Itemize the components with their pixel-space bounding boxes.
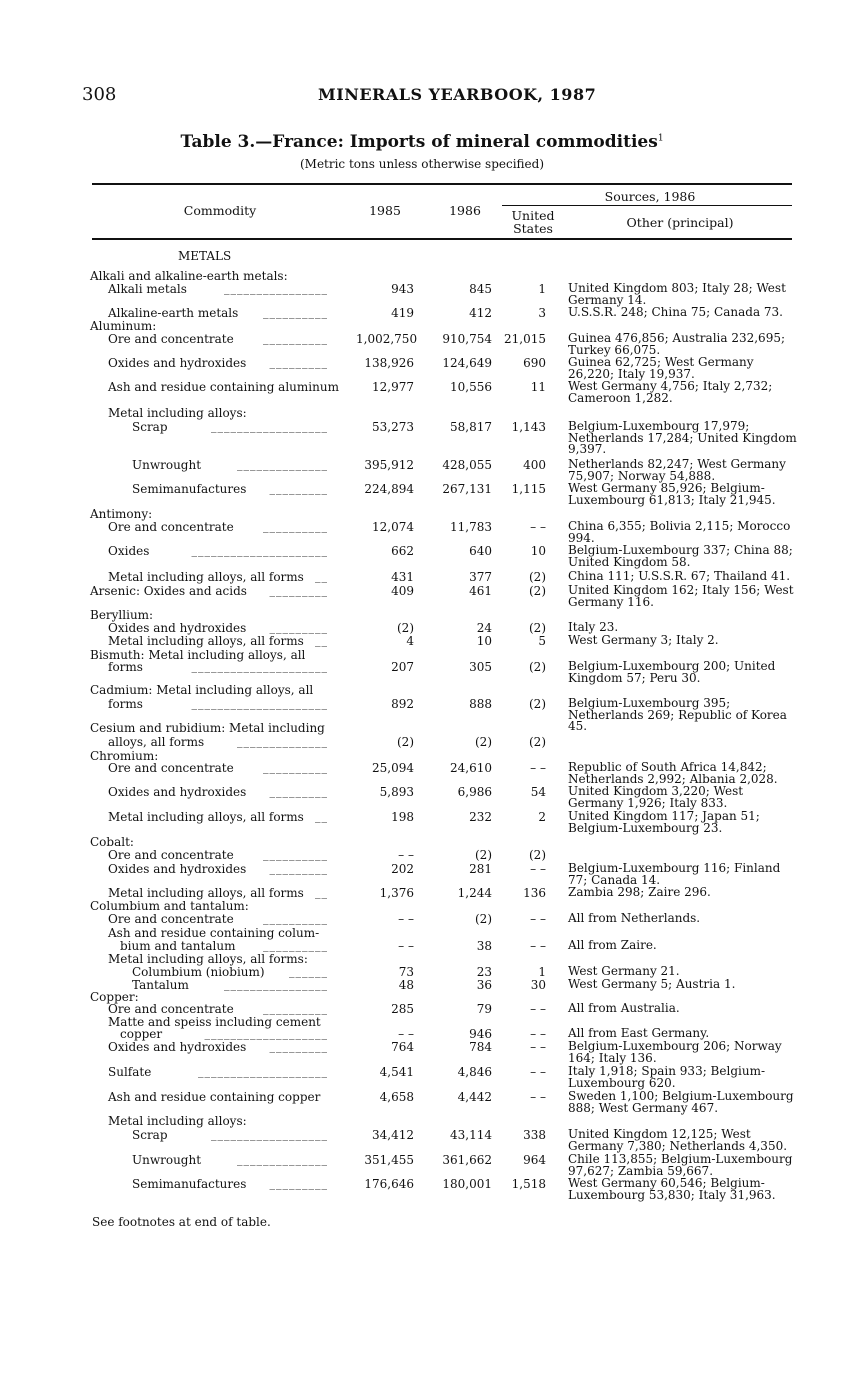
- cell-1986: (2): [475, 848, 492, 862]
- cell-other-sources: Belgium-Luxembourg 337; China 88; United Kingdom 58.: [568, 543, 793, 569]
- cell-other-sources: West Germany 21.: [568, 964, 680, 978]
- cell-other-sources: Belgium-Luxembourg 206; Norway 164; Italy 136.: [568, 1039, 782, 1065]
- dot-leader: __________: [263, 761, 328, 774]
- cell-1985: 395,912: [364, 458, 414, 472]
- cell-1985: 943: [391, 282, 414, 296]
- cell-united-states: 338: [523, 1128, 546, 1142]
- cell-united-states: 5: [538, 634, 546, 648]
- cell-1986: 267,131: [442, 482, 492, 496]
- cell-united-states: (2): [529, 584, 546, 598]
- row-label: Oxides: [108, 544, 150, 558]
- cell-1986: (2): [475, 912, 492, 926]
- row-label: Columbium (niobium): [132, 965, 265, 979]
- cell-other-sources: All from Zaire.: [568, 938, 657, 952]
- cell-other-sources: West Germany 3; Italy 2.: [568, 633, 719, 647]
- dot-leader: __________: [263, 912, 328, 925]
- cell-united-states: (2): [529, 848, 546, 862]
- row-label: Alkaline-earth metals: [108, 306, 239, 320]
- header-us-line1: United: [511, 208, 555, 223]
- cell-1986: 36: [476, 978, 492, 992]
- cell-1985: 1,376: [379, 886, 414, 900]
- cell-1985: 764: [391, 1040, 414, 1054]
- dot-leader: __________: [263, 520, 328, 533]
- dot-leader: _________: [269, 862, 328, 875]
- cell-1985: 4,541: [379, 1065, 414, 1079]
- dot-leader: __________: [263, 939, 328, 952]
- row-label: Sulfate: [108, 1065, 152, 1079]
- dot-leader: _________: [269, 482, 328, 495]
- header-other-principal: Other (principal): [626, 215, 734, 230]
- cell-1986: 845: [469, 282, 492, 296]
- row-label: Alkali metals: [108, 282, 187, 296]
- cell-1986: 38: [476, 939, 492, 953]
- cell-1985: 207: [391, 660, 414, 674]
- cell-other-sources: Guinea 476,856; Australia 232,695; Turkey 66,075.: [568, 331, 786, 357]
- cell-united-states: – –: [530, 1090, 546, 1104]
- row-label: copper: [120, 1027, 163, 1041]
- cell-1985: 5,893: [379, 785, 414, 799]
- row-label: Matte and speiss including cement: [108, 1015, 321, 1029]
- row-label: Metal including alloys, all forms: [108, 886, 304, 900]
- dot-leader: _____________________: [191, 544, 328, 557]
- cell-other-sources: Italy 1,918; Spain 933; Belgium-Luxembourg 620.: [568, 1064, 765, 1090]
- cell-united-states: 400: [523, 458, 546, 472]
- row-label: Scrap: [132, 1128, 168, 1142]
- cell-1986: 4,846: [457, 1065, 492, 1079]
- cell-other-sources: Republic of South Africa 14,842; Netherlands 2,992; Albania 2,028.: [568, 760, 778, 786]
- cell-other-sources: China 6,355; Bolivia 2,115; Morocco 994.: [568, 519, 791, 545]
- dot-leader: ______________: [237, 1153, 328, 1166]
- row-label: Oxides and hydroxides: [108, 785, 247, 799]
- row-label: Metal including alloys, all forms:: [108, 952, 308, 966]
- row-label: Bismuth: Metal including alloys, all: [90, 648, 306, 662]
- row-label: Metal including alloys:: [108, 1114, 247, 1128]
- cell-1986: 361,662: [442, 1153, 492, 1167]
- dot-leader: __________: [263, 848, 328, 861]
- cell-united-states: 10: [530, 544, 546, 558]
- cell-1985: 12,074: [372, 520, 414, 534]
- cell-united-states: 964: [523, 1153, 546, 1167]
- dot-leader: _________: [269, 1040, 328, 1053]
- cell-united-states: 2: [538, 810, 546, 824]
- cell-1986: 79: [476, 1002, 492, 1016]
- dot-leader: __________________: [211, 1128, 328, 1141]
- table-title: [0, 132, 844, 152]
- row-label: Oxides and hydroxides: [108, 621, 247, 635]
- dot-leader: __________________: [211, 420, 328, 433]
- row-label: Ore and concentrate: [108, 848, 234, 862]
- cell-1985: 53,273: [372, 420, 414, 434]
- dot-leader: _____________________: [191, 697, 328, 710]
- row-label: Antimony:: [90, 507, 153, 521]
- cell-1986: 461: [469, 584, 492, 598]
- cell-other-sources: Belgium-Luxembourg 17,979; Netherlands 17,284; United Kingdom 9,397.: [568, 419, 797, 456]
- cell-1985: – –: [398, 1027, 414, 1041]
- cell-1985: 419: [391, 306, 414, 320]
- table-title-text: Table 3.—France: Imports of mineral commodities: [180, 132, 658, 152]
- cell-1985: 4,658: [379, 1090, 414, 1104]
- dot-leader: __: [315, 886, 328, 899]
- row-label: Chromium:: [90, 749, 159, 763]
- row-label: Ash and residue containing colum-: [108, 926, 320, 940]
- cell-other-sources: West Germany 60,546; Belgium-Luxembourg 53,830; Italy 31,963.: [568, 1176, 776, 1202]
- dot-leader: ______: [289, 965, 328, 978]
- row-label: Ore and concentrate: [108, 761, 234, 775]
- cell-1985: 1,002,750: [356, 332, 418, 346]
- row-label: Columbium and tantalum:: [90, 899, 249, 913]
- row-label: Alkali and alkaline-earth metals:: [90, 269, 288, 283]
- header-1985: 1985: [369, 203, 401, 218]
- cell-other-sources: Zambia 298; Zaire 296.: [568, 885, 711, 899]
- cell-1985: 198: [391, 810, 414, 824]
- row-label: Cobalt:: [90, 835, 134, 849]
- row-label: Ore and concentrate: [108, 1002, 234, 1016]
- cell-1986: 24: [476, 621, 492, 635]
- running-head: MINERALS YEARBOOK, 1987: [318, 85, 597, 104]
- cell-united-states: (2): [529, 697, 546, 711]
- cell-united-states: (2): [529, 660, 546, 674]
- cell-united-states: 136: [523, 886, 546, 900]
- row-label: Arsenic: Oxides and acids: [90, 584, 247, 598]
- cell-1986: 11,783: [450, 520, 492, 534]
- cell-1985: – –: [398, 848, 414, 862]
- cell-united-states: 1,115: [511, 482, 546, 496]
- header-sources: Sources, 1986: [604, 189, 696, 204]
- row-label: forms: [108, 660, 143, 674]
- cell-united-states: – –: [530, 761, 546, 775]
- row-label: Semimanufactures: [132, 1177, 247, 1191]
- row-label: Ash and residue containing aluminum: [108, 380, 339, 394]
- cell-1986: (2): [475, 735, 492, 749]
- dot-leader: __________: [263, 332, 328, 345]
- cell-other-sources: All from Australia.: [568, 1001, 680, 1015]
- cell-1985: 34,412: [372, 1128, 414, 1142]
- cell-1986: 412: [469, 306, 492, 320]
- cell-other-sources: Sweden 1,100; Belgium-Luxembourg 888; West Germany 467.: [568, 1089, 794, 1115]
- dot-leader: __________: [263, 1002, 328, 1015]
- sources-rule: [502, 205, 792, 206]
- cell-1986: 305: [469, 660, 492, 674]
- cell-1985: 662: [391, 544, 414, 558]
- dot-leader: __________: [263, 306, 328, 319]
- cell-1986: 1,244: [457, 886, 492, 900]
- dot-leader: ________________: [224, 282, 328, 295]
- cell-1986: 58,817: [450, 420, 492, 434]
- cell-other-sources: West Germany 85,926; Belgium-Luxembourg 61,813; Italy 21,945.: [568, 481, 776, 507]
- dot-leader: ______________: [237, 735, 328, 748]
- cell-other-sources: United Kingdom 803; Italy 28; West Germany 14.: [568, 281, 786, 307]
- cell-1986: 10,556: [450, 380, 492, 394]
- title-footnote-marker: 1: [657, 133, 664, 144]
- header-bottom-rule: [92, 238, 792, 240]
- cell-united-states: (2): [529, 621, 546, 635]
- cell-1986: 4,442: [457, 1090, 492, 1104]
- cell-united-states: 1: [538, 965, 546, 979]
- footer-note: See footnotes at end of table.: [92, 1215, 271, 1229]
- cell-other-sources: Italy 23.: [568, 620, 619, 634]
- cell-1985: 176,646: [364, 1177, 414, 1191]
- dot-leader: _________: [269, 785, 328, 798]
- cell-other-sources: Belgium-Luxembourg 116; Finland 77; Canada 14.: [568, 861, 781, 887]
- cell-1986: 946: [469, 1027, 492, 1041]
- cell-1985: 285: [391, 1002, 414, 1016]
- row-label: Semimanufactures: [132, 482, 247, 496]
- row-label: Unwrought: [132, 1153, 202, 1167]
- cell-other-sources: United Kingdom 3,220; West Germany 1,926; Italy 833.: [568, 784, 744, 810]
- cell-united-states: – –: [530, 1027, 546, 1041]
- cell-united-states: – –: [530, 1002, 546, 1016]
- cell-1986: 888: [469, 697, 492, 711]
- dot-leader: _____________________: [191, 660, 328, 673]
- row-label: Ore and concentrate: [108, 332, 234, 346]
- row-label: bium and tantalum: [120, 939, 236, 953]
- cell-other-sources: U.S.S.R. 248; China 75; Canada 73.: [568, 305, 783, 319]
- cell-1986: 10: [476, 634, 492, 648]
- row-label: alloys, all forms: [108, 735, 205, 749]
- cell-1985: 138,926: [364, 356, 414, 370]
- row-label: Oxides and hydroxides: [108, 1040, 247, 1054]
- cell-other-sources: China 111; U.S.S.R. 67; Thailand 41.: [568, 569, 791, 583]
- cell-1985: 25,094: [372, 761, 414, 775]
- cell-other-sources: Belgium-Luxembourg 395; Netherlands 269; Republic of Korea 45.: [568, 696, 787, 733]
- row-label: Oxides and hydroxides: [108, 356, 247, 370]
- cell-1985: 73: [398, 965, 414, 979]
- row-label: Beryllium:: [90, 608, 154, 622]
- row-label: Ore and concentrate: [108, 520, 234, 534]
- cell-1985: 431: [391, 570, 414, 584]
- dot-leader: __: [315, 810, 328, 823]
- dot-leader: __: [315, 570, 328, 583]
- top-rule: [92, 183, 792, 185]
- cell-united-states: (2): [529, 570, 546, 584]
- cell-other-sources: All from East Germany.: [568, 1026, 710, 1040]
- cell-other-sources: Guinea 62,725; West Germany 26,220; Italy 19,937.: [568, 355, 754, 381]
- cell-1986: 640: [469, 544, 492, 558]
- dot-leader: ____________________: [198, 1065, 328, 1078]
- header-1986: 1986: [449, 203, 481, 218]
- row-label: Aluminum:: [90, 319, 157, 333]
- cell-1985: – –: [398, 912, 414, 926]
- dot-leader: _________: [269, 356, 328, 369]
- header-united-states: [502, 209, 564, 235]
- cell-other-sources: United Kingdom 162; Italy 156; West Germany 116.: [568, 583, 794, 609]
- row-label: Cadmium: Metal including alloys, all: [90, 683, 314, 697]
- row-label: Cesium and rubidium: Metal including: [90, 721, 325, 735]
- cell-united-states: 54: [530, 785, 546, 799]
- row-label: Metal including alloys, all forms: [108, 634, 304, 648]
- dot-leader: ________________: [224, 978, 328, 991]
- cell-1986: 23: [476, 965, 492, 979]
- cell-united-states: (2): [529, 735, 546, 749]
- cell-1986: 910,754: [442, 332, 492, 346]
- cell-united-states: 1,143: [511, 420, 546, 434]
- cell-united-states: 30: [530, 978, 546, 992]
- header-commodity: Commodity: [183, 203, 257, 218]
- cell-1985: 892: [391, 697, 414, 711]
- page-number: 308: [82, 84, 117, 105]
- cell-united-states: – –: [530, 939, 546, 953]
- row-label: forms: [108, 697, 143, 711]
- table-subtitle: (Metric tons unless otherwise specified): [299, 157, 545, 171]
- row-label: Tantalum: [132, 978, 189, 992]
- row-label: Oxides and hydroxides: [108, 862, 247, 876]
- cell-united-states: 21,015: [504, 332, 546, 346]
- dot-leader: __: [315, 634, 328, 647]
- cell-1986: 180,001: [442, 1177, 492, 1191]
- cell-united-states: 1,518: [511, 1177, 546, 1191]
- dot-leader: _________: [269, 1177, 328, 1190]
- cell-1986: 428,055: [442, 458, 492, 472]
- cell-1985: 48: [398, 978, 414, 992]
- cell-united-states: – –: [530, 1040, 546, 1054]
- cell-1986: 43,114: [450, 1128, 492, 1142]
- cell-other-sources: West Germany 5; Austria 1.: [568, 977, 736, 991]
- cell-1985: 4: [406, 634, 414, 648]
- cell-united-states: 690: [523, 356, 546, 370]
- cell-united-states: 1: [538, 282, 546, 296]
- row-label: Unwrought: [132, 458, 202, 472]
- cell-1986: 784: [469, 1040, 492, 1054]
- row-label: Metal including alloys, all forms: [108, 810, 304, 824]
- cell-1985: – –: [398, 939, 414, 953]
- cell-other-sources: Netherlands 82,247; West Germany 75,907; Norway 54,888.: [568, 457, 786, 483]
- row-label: Metal including alloys, all forms: [108, 570, 304, 584]
- cell-other-sources: All from Netherlands.: [568, 911, 701, 925]
- cell-1986: 6,986: [457, 785, 492, 799]
- cell-united-states: 3: [538, 306, 546, 320]
- cell-1985: (2): [397, 735, 414, 749]
- dot-leader: ______________: [237, 458, 328, 471]
- dot-leader: ___________________: [204, 1027, 328, 1040]
- cell-1986: 124,649: [442, 356, 492, 370]
- cell-1985: 12,977: [372, 380, 414, 394]
- cell-1986: 232: [469, 810, 492, 824]
- cell-united-states: – –: [530, 1065, 546, 1079]
- cell-united-states: – –: [530, 862, 546, 876]
- cell-united-states: – –: [530, 912, 546, 926]
- cell-other-sources: United Kingdom 117; Japan 51; Belgium-Luxembourg 23.: [568, 809, 760, 835]
- cell-1985: 224,894: [364, 482, 414, 496]
- row-label: Scrap: [132, 420, 168, 434]
- cell-other-sources: West Germany 4,756; Italy 2,732; Cameroon 1,282.: [568, 379, 773, 405]
- dot-leader: _________: [269, 584, 328, 597]
- cell-united-states: 11: [530, 380, 546, 394]
- cell-other-sources: Chile 113,855; Belgium-Luxembourg 97,627; Zambia 59,667.: [568, 1152, 793, 1178]
- cell-other-sources: Belgium-Luxembourg 200; United Kingdom 57; Peru 30.: [568, 659, 776, 685]
- cell-1985: 202: [391, 862, 414, 876]
- cell-1986: 24,610: [450, 761, 492, 775]
- row-label: Ore and concentrate: [108, 912, 234, 926]
- cell-1986: 281: [469, 862, 492, 876]
- row-label: Ash and residue containing copper: [108, 1090, 321, 1104]
- row-label: Metal including alloys:: [108, 406, 247, 420]
- cell-1985: 351,455: [364, 1153, 414, 1167]
- cell-1986: 377: [469, 570, 492, 584]
- cell-1985: 409: [391, 584, 414, 598]
- dot-leader: _________: [269, 621, 328, 634]
- cell-1985: (2): [397, 621, 414, 635]
- row-label: Copper:: [90, 990, 139, 1004]
- header-us-line2: States: [513, 221, 553, 236]
- cell-other-sources: United Kingdom 12,125; West Germany 7,380; Netherlands 4,350.: [568, 1127, 788, 1153]
- row-label: METALS: [178, 249, 232, 263]
- cell-united-states: – –: [530, 520, 546, 534]
